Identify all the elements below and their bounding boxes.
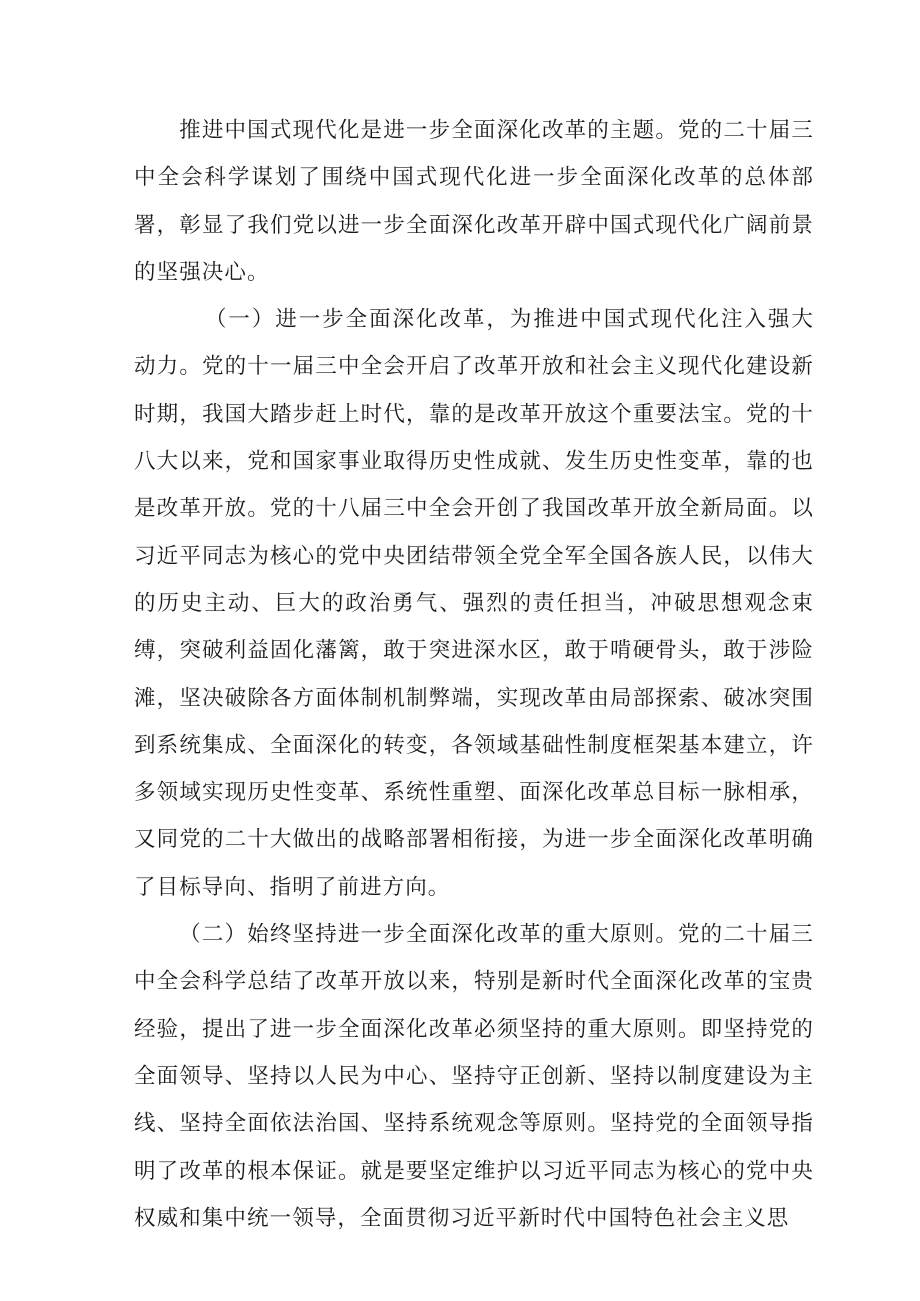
paragraph-section-one: （一）进一步全面深化改革，为推进中国式现代化注入强大动力。党的十一届三中全会开启了改革开放和社会主义现代化建设新时期，我国大踏步赶上时代，靠的是改革开放这个重要法宝。党的十八大以来，党和国家事业取得历史性成就、发生历史性变革，靠的也是改革开放。党的十八届三中全会开创了我国改革开放全新局面。以习近平同志为核心的党中央团结带领全党全军全国各族人民，以伟大的历史主动、巨大的政治勇气、强烈的责任担当，冲破思想观念束缚，突破利益固化藩篱，敢于突进深水区，敢于啃硬骨头，敢于涉险滩，坚决破除各方面体制机制弊端，实现改革由局部探索、破冰突围到系统集成、全面深化的转变，各领域基础性制度框架基本建立，许多领域实现历史性变革、系统性重塑、面深化改革总目标一脉相承，又同党的二十大做出的战略部署相衔接，为进一步全面深化改革明确了目标导向、指明了前进方向。 (134, 307, 814, 900)
paragraph-intro: 推进中国式现代化是进一步全面深化改革的主题。党的二十届三中全会科学谋划了围绕中国式现代化进一步全面深化改革的总体部署，彰显了我们党以进一步全面深化改革开辟中国式现代化广阔前景的坚强决心。 (134, 118, 814, 285)
document-body (134, 107, 814, 1242)
paragraph-section-two: （二）始终坚持进一步全面深化改革的重大原则。党的二十届三中全会科学总结了改革开放以来，特别是新时代全面深化改革的宝贵经验，提出了进一步全面深化改革必须坚持的重大原则。即坚持党的全面领导、坚持以人民为中心、坚持守正创新、坚持以制度建设为主线、坚持全面依法治国、坚持系统观念等原则。坚持党的全面领导指明了改革的根本保证。就是要坚定维护以习近平同志为核心的党中央权威和集中统一领导，全面贯彻习近平新时代中国特色社会主义思 (134, 922, 814, 1231)
